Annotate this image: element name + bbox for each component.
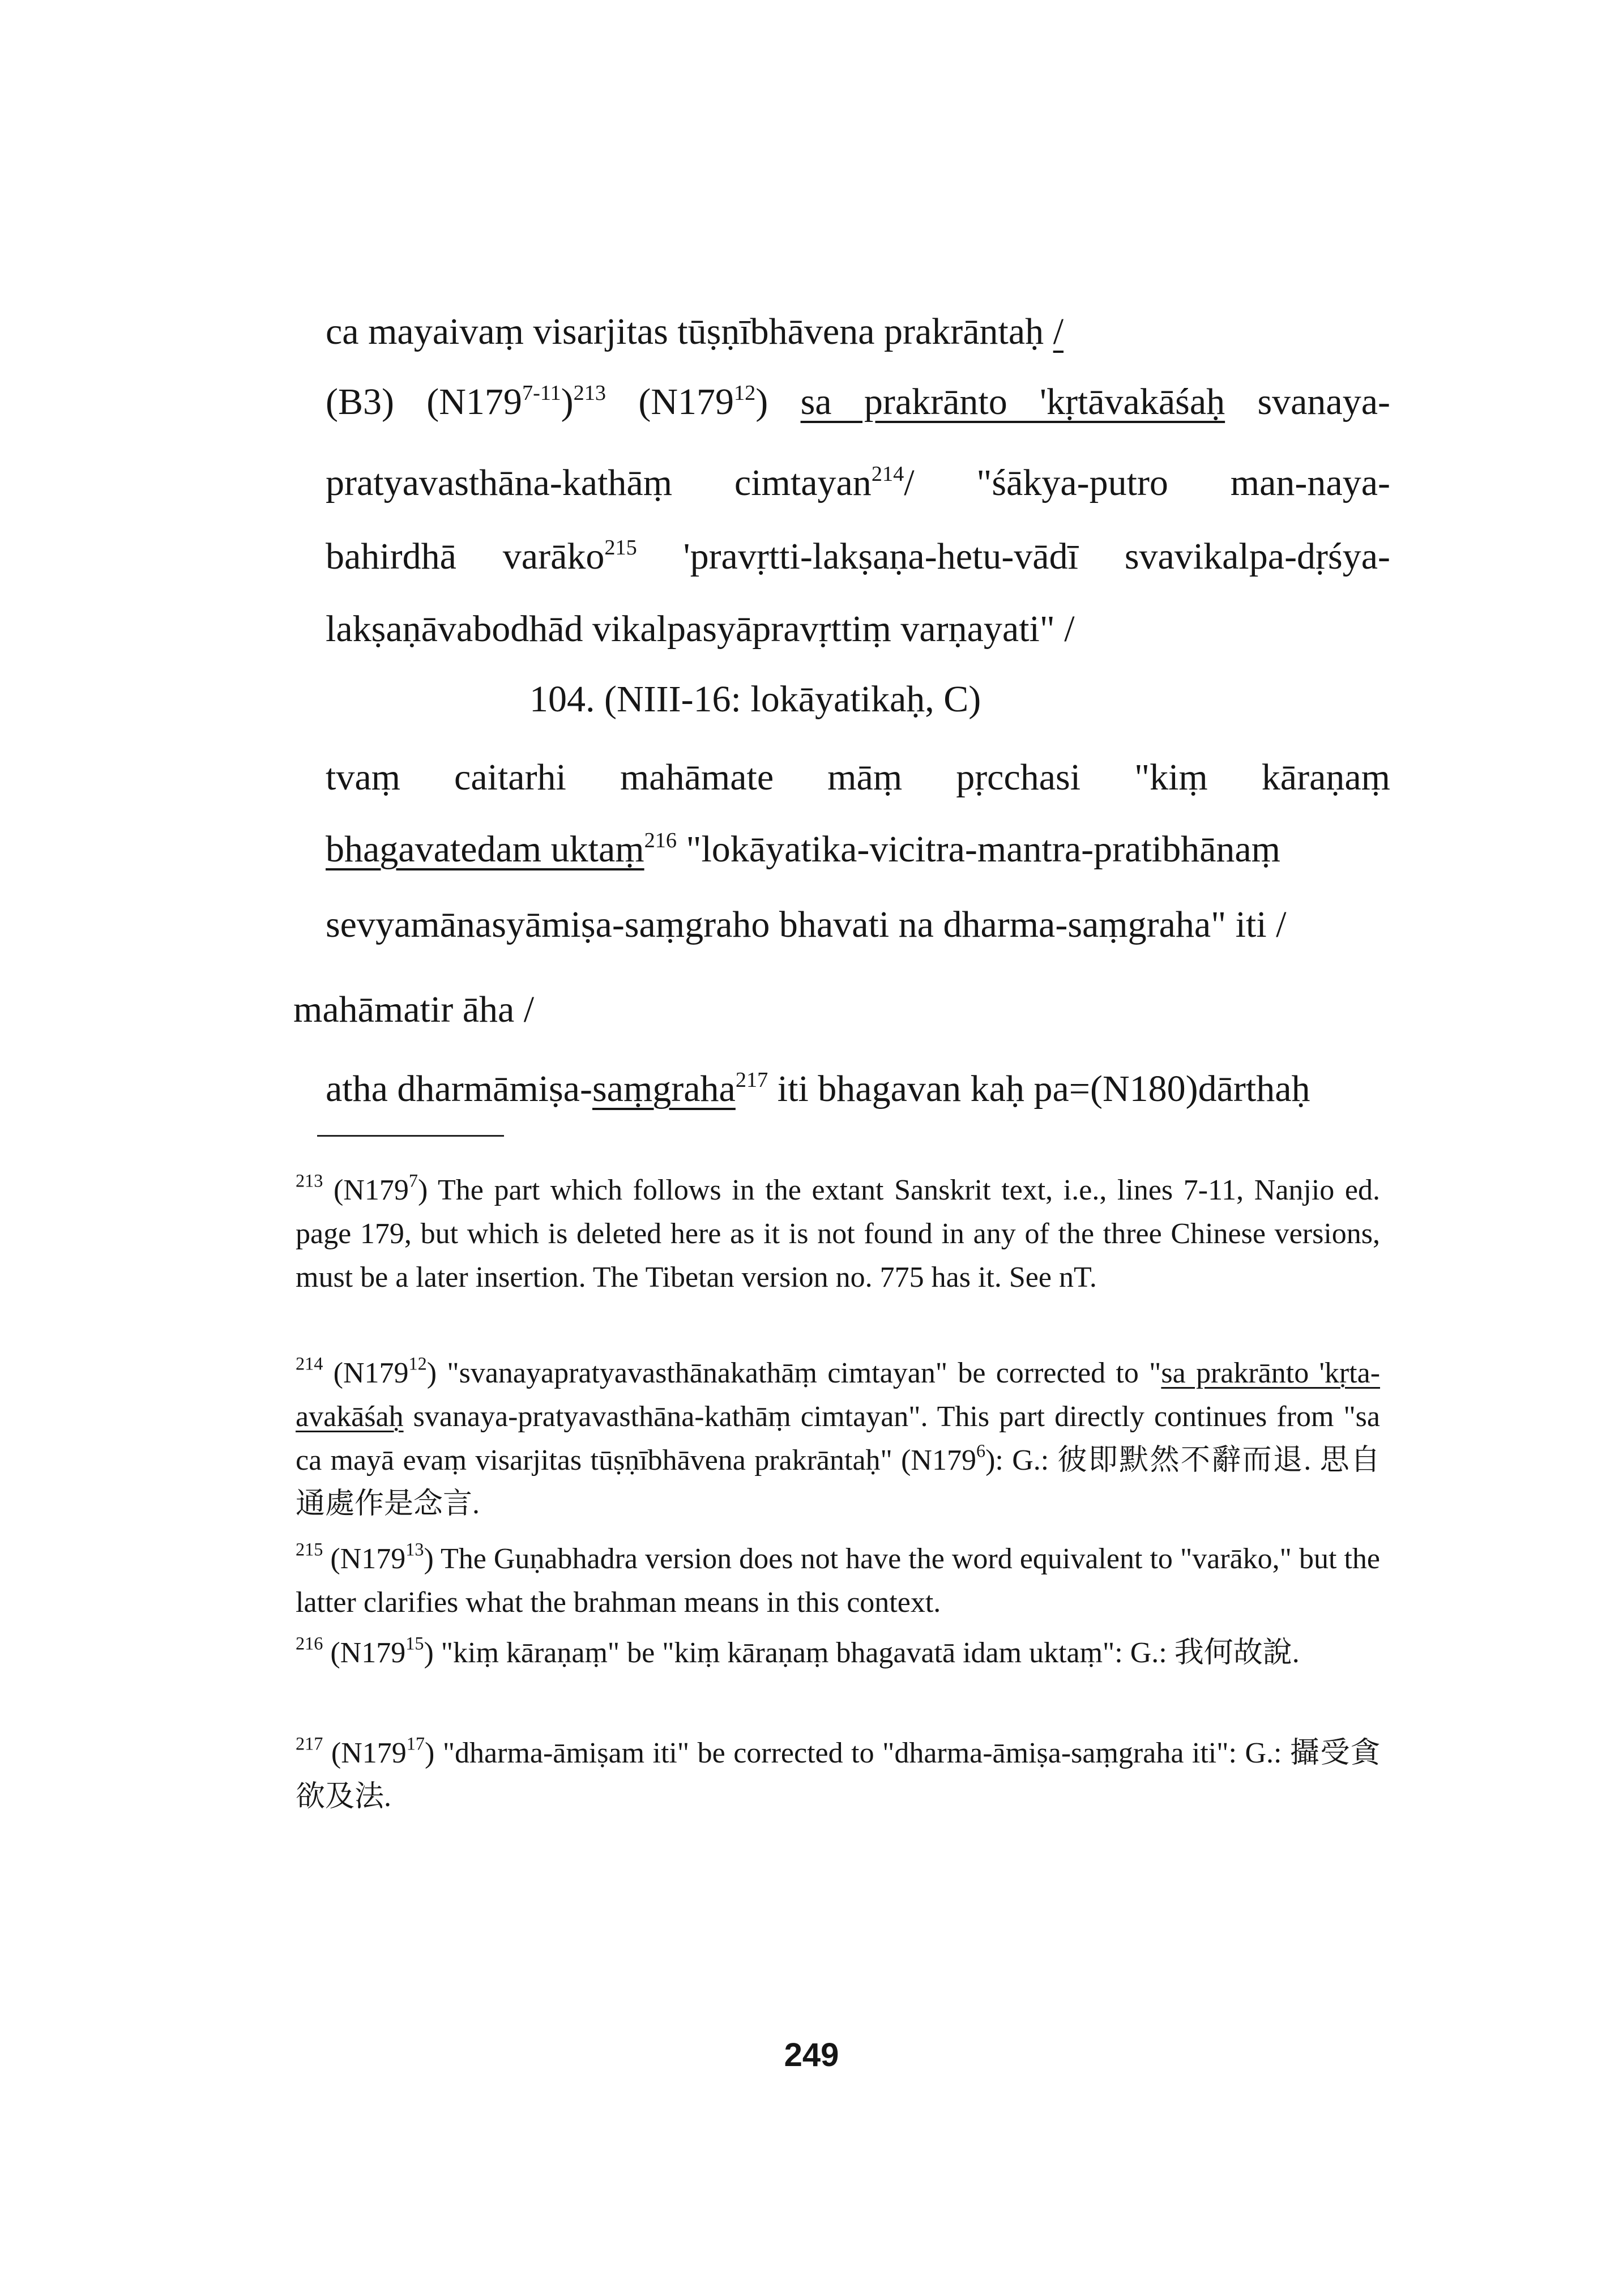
footnote-number: 215	[296, 1539, 323, 1560]
line-text: / "śākya-putro man-naya-	[904, 462, 1390, 503]
line-text: )	[561, 381, 574, 423]
main-line-2	[326, 381, 1390, 424]
line-text: (B3) (N179	[326, 381, 522, 423]
main-line-7	[326, 756, 1390, 799]
footnote-ref-text: (N179	[330, 1637, 406, 1669]
footnote-number: 216	[296, 1633, 323, 1654]
line-text: (N179	[606, 381, 734, 423]
line-text: sevyamānasyāmiṣa-saṃgraho bhavati na dharma-saṃgraha" iti /	[326, 904, 1287, 945]
main-line-4	[326, 535, 1390, 578]
footnote-ref-text: (N179	[330, 1543, 406, 1575]
footnote-ref: 217	[735, 1068, 768, 1092]
line-text: "lokāyatika-vicitra-mantra-pratibhānaṃ	[677, 829, 1280, 870]
footnote-ref-text: (N179	[333, 1174, 409, 1206]
line-text: tvaṃ caitarhi mahāmate māṃ pṛcchasi "kiṃ kāraṇaṃ	[326, 757, 1390, 798]
line-text: /	[1053, 311, 1064, 352]
footnote-ref-sup: 7	[408, 1170, 418, 1191]
footnote-ref: 216	[644, 829, 677, 853]
underlined-text: bhagavatedam uktaṃ	[326, 829, 644, 870]
line-text: iti bhagavan kaḥ pa=(N180)dārthaḥ	[768, 1068, 1310, 1109]
footnote-number: 217	[296, 1733, 323, 1754]
main-line-3	[326, 462, 1390, 505]
footnote-text: ) "svanayapratyavasthānakathāṃ cimtayan" be corrected to "	[426, 1357, 1161, 1389]
footnote-ref-text: (N179	[331, 1737, 407, 1769]
footnote-213	[296, 1168, 1380, 1299]
footnote-ref-sup: 13	[405, 1539, 424, 1560]
underlined-text: sa prakrānto 'kṛtāvakāśaḥ	[800, 381, 1225, 423]
section-heading	[529, 678, 981, 721]
line-text: atha dharmāmiṣa-	[326, 1068, 592, 1109]
footnote-ref-sup: 6	[976, 1440, 986, 1461]
footnote-215	[296, 1537, 1380, 1624]
main-line-1	[326, 310, 1390, 353]
line-text: ca mayaivaṃ visarjitas tūṣṇībhāvena prakrāntaḥ	[326, 311, 1053, 352]
superscript-ref: 12	[734, 381, 756, 406]
speaker-line	[293, 988, 1358, 1031]
footnote-ref-sup: 17	[406, 1733, 425, 1754]
line-text: mahāmatir āha /	[293, 989, 535, 1030]
superscript-ref: 7-11	[522, 381, 561, 406]
underlined-text: saṃgraha	[592, 1068, 736, 1109]
line-text: 'pravṛtti-lakṣaṇa-hetu-vādī svavikalpa-dṛśya-	[637, 536, 1390, 577]
footnote-number: 213	[296, 1170, 323, 1191]
footnote-214	[296, 1351, 1380, 1526]
main-line-8	[326, 828, 1280, 871]
footnote-text: svanaya-pratyavasthāna-kathāṃ cimtayan". This part directly continues from "sa ca mayā evaṃ visarjitas tūṣṇībhāvena prakrāntaḥ" (N179	[296, 1401, 1380, 1476]
line-text: svanaya-	[1225, 381, 1390, 423]
footnote-216	[296, 1631, 1380, 1675]
footnote-ref: 215	[604, 536, 637, 560]
footnote-number: 214	[296, 1353, 323, 1374]
footnote-text: ) The part which follows in the extant Sanskrit text, i.e., lines 7-11, Nanjio ed. page 179, but which is deleted here as it is not found in any of the three Chinese versions, must be a later insertion. The Tibetan version no. 775 has it. See nT.	[296, 1174, 1381, 1294]
main-line-11	[326, 1068, 1310, 1111]
footnote-ref-sup: 15	[405, 1633, 424, 1654]
footnote-text: ): G.: 彼即默然不辭而退. 思自通處作是念言.	[296, 1444, 1380, 1520]
footnote-ref-sup: 12	[408, 1353, 427, 1374]
line-text: bahirdhā varāko	[326, 536, 605, 577]
footnote-text: ) "kiṃ kāraṇaṃ" be "kiṃ kāraṇaṃ bhagavatā idam uktaṃ": G.: 我何故說.	[424, 1637, 1300, 1669]
line-text: )	[755, 381, 801, 423]
footnote-text: ) The Guṇabhadra version does not have the word equivalent to "varāko," but the latter clarifies what the brahman means in this context.	[296, 1543, 1380, 1619]
page-number: 249	[784, 2037, 839, 2073]
line-text: pratyavasthāna-kathāṃ cimtayan	[326, 462, 872, 503]
footnote-text: ) "dharma-āmiṣam iti" be corrected to "dharma-āmiṣa-saṃgraha iti": G.: 攝受貪欲及法.	[296, 1737, 1380, 1813]
footnote-ref: 213	[573, 381, 607, 406]
footnote-ref: 214	[871, 462, 904, 486]
heading-text: 104. (NIII-16: lokāyatikaḥ, C)	[529, 678, 981, 720]
line-text: lakṣaṇāvabodhād vikalpasyāpravṛttiṃ varṇayati" /	[326, 608, 1075, 650]
footnote-217	[296, 1731, 1380, 1819]
main-line-5	[326, 608, 1390, 651]
footnote-ref-text: (N179	[333, 1357, 409, 1389]
main-line-9	[326, 903, 1390, 946]
footnote-underlined-text: sa prakrānto 'kṛta-avakāśaḥ	[296, 1357, 1381, 1433]
footnote-separator	[317, 1135, 504, 1137]
